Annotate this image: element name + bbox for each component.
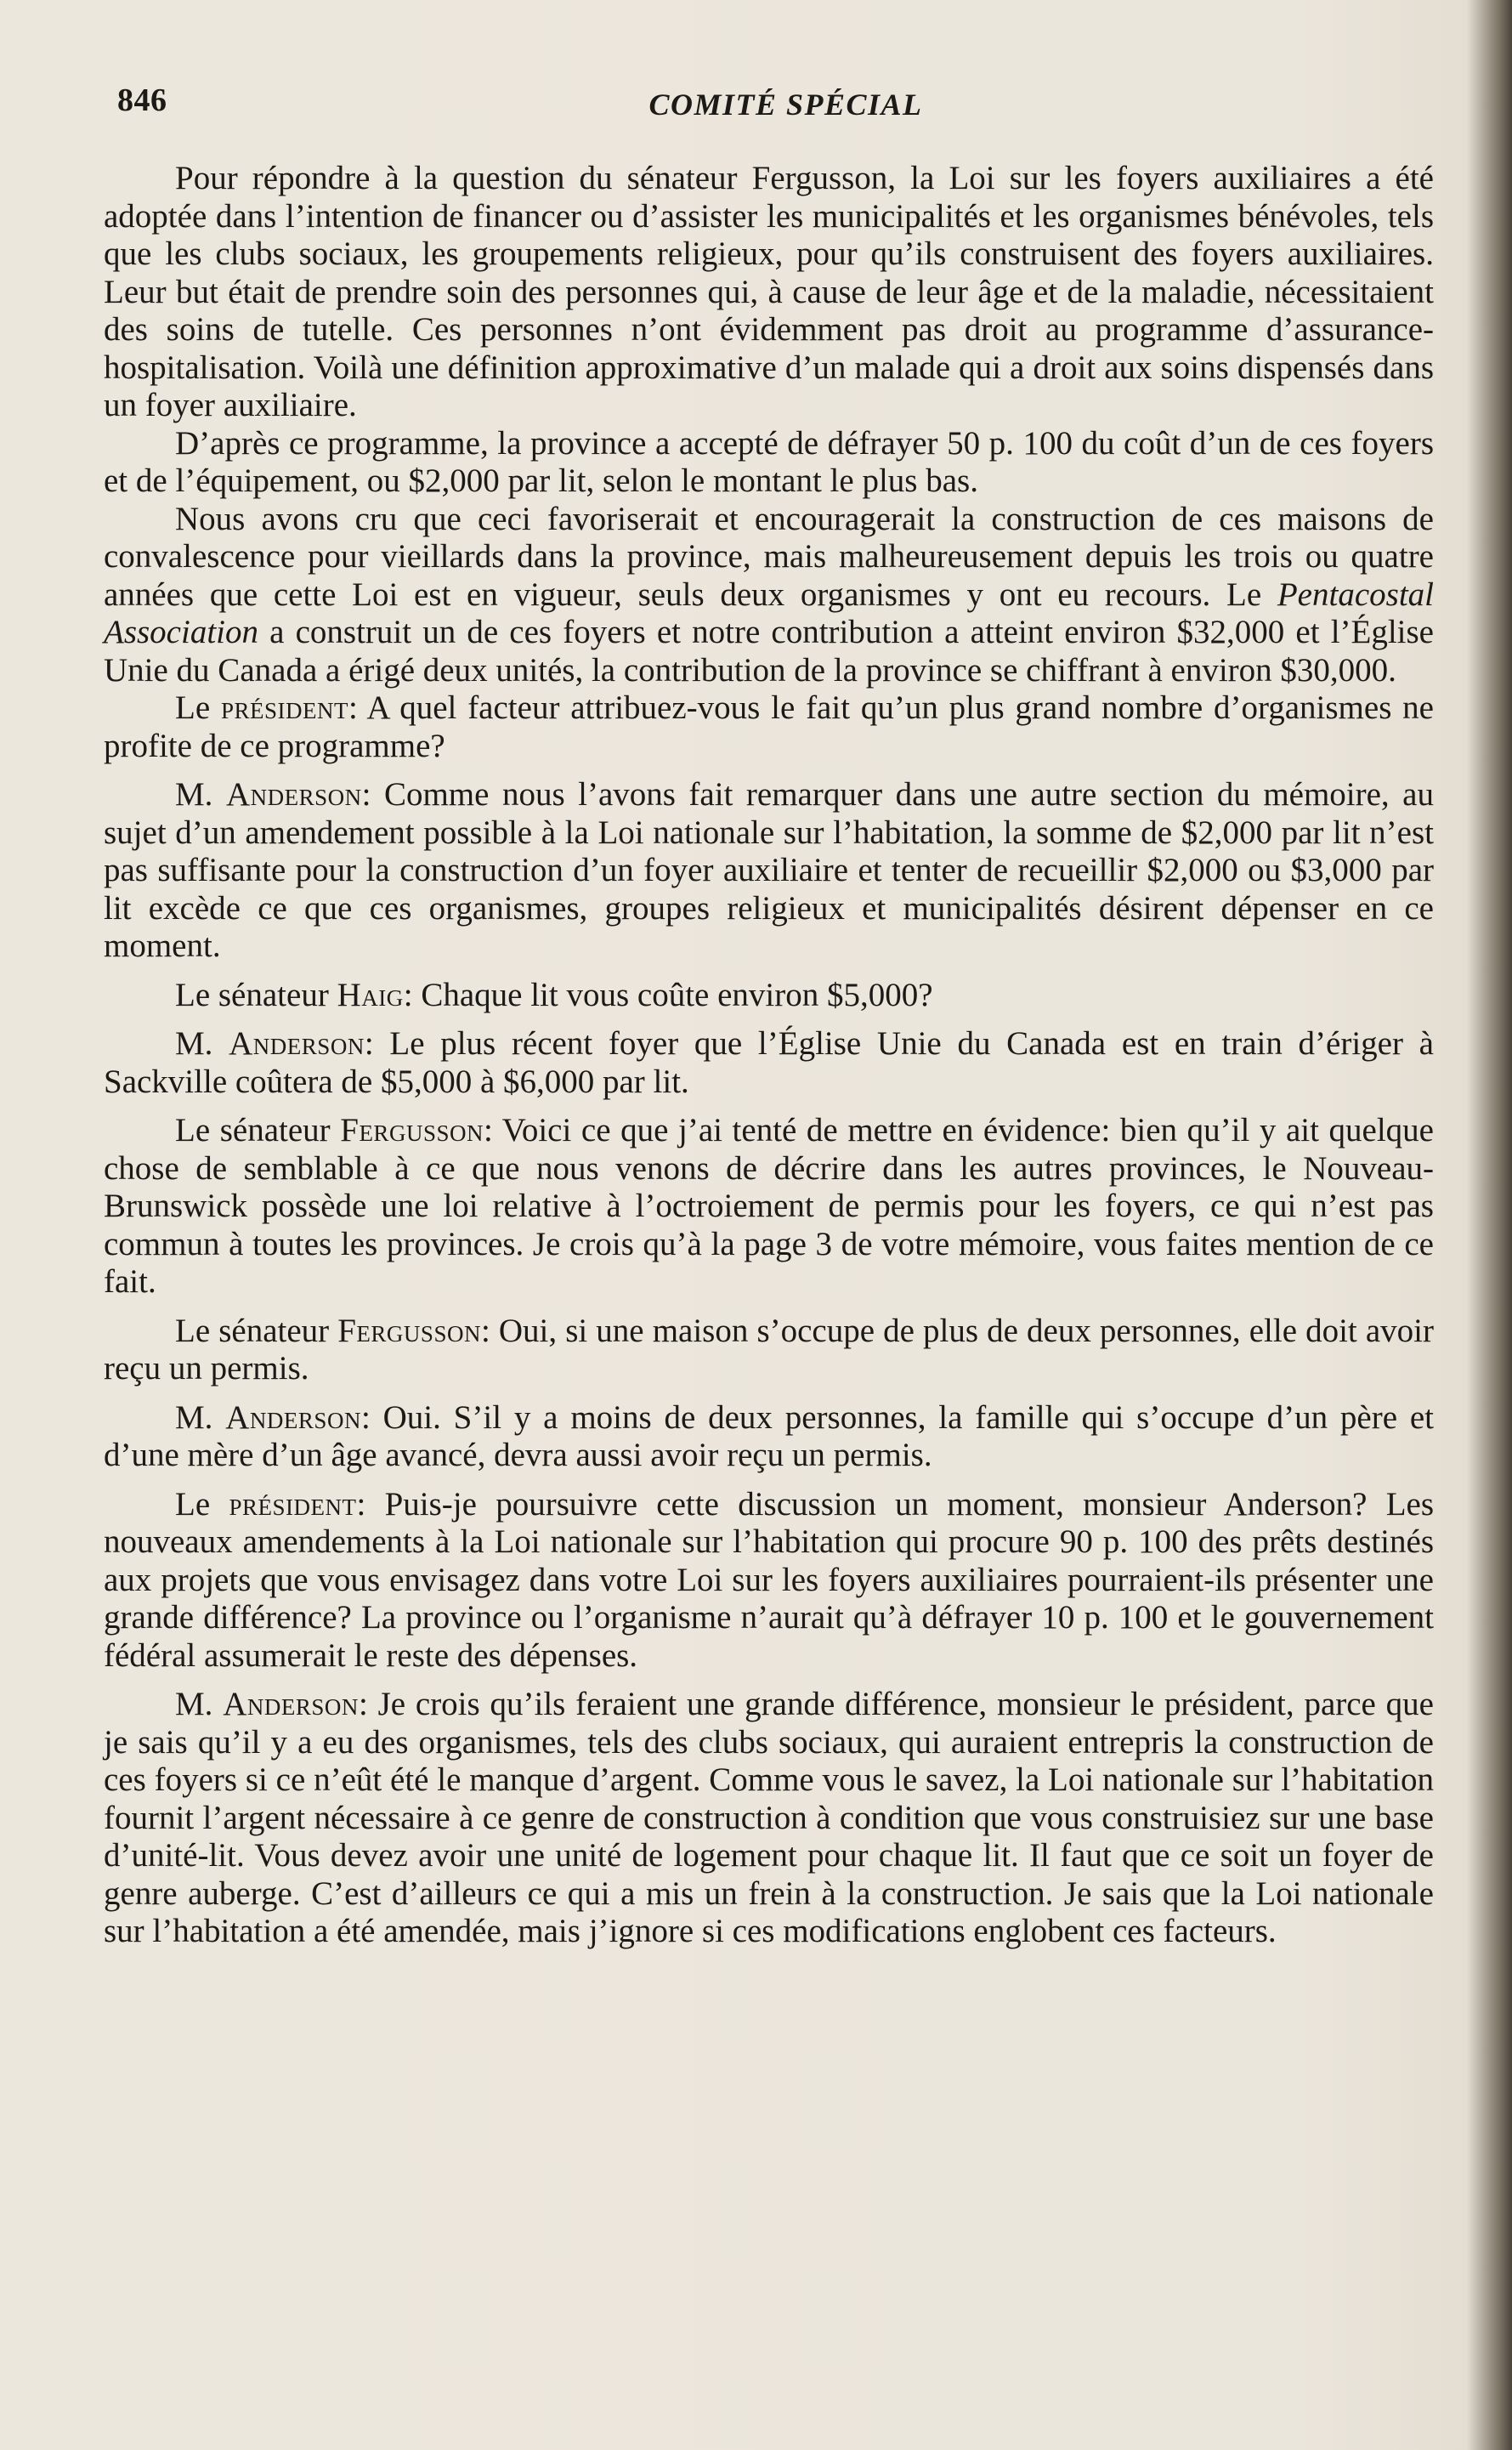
dialogue-paragraph — [104, 776, 1434, 966]
speaker-name: Anderson — [229, 1025, 365, 1062]
speaker-prefix: Le — [175, 1485, 229, 1523]
dialogue-paragraph — [104, 977, 1434, 1015]
page-header — [104, 82, 1434, 131]
speaker-name: Fergusson — [340, 1112, 484, 1148]
dialogue-paragraph — [104, 1313, 1434, 1388]
dialogue-paragraph — [104, 1686, 1434, 1951]
speech-text: : Comme nous l’avons fait remarquer dans une autre section du mémoire, au sujet d’un amendement possible à la Loi nationale sur l’habitation, la somme de $2,000 par lit n’est pas suffisante pour la construction d’un foyer auxiliaire et tenter de recueillir $2,000 ou $3,000 par lit excède ce que ces organismes, groupes religieux et municipalités désirent dépenser en ce moment. — [104, 776, 1434, 964]
paragraph — [104, 501, 1434, 690]
speaker-prefix: Le — [175, 689, 221, 726]
speaker-name: Fergusson — [337, 1312, 481, 1349]
speaker-name: Haig — [337, 976, 404, 1013]
body-text — [104, 160, 1434, 1951]
speaker-prefix: Le sénateur — [175, 1312, 338, 1349]
dialogue-paragraph — [104, 1112, 1434, 1302]
speaker-prefix: M. — [175, 1398, 226, 1436]
speech-text: : Oui. S’il y a moins de deux personnes, la famille qui s’occupe d’un père et d’une mère d’un âge avancé, devra aussi avoir reçu un permis. — [104, 1398, 1434, 1473]
speech-text: : Je crois qu’ils feraient une grande différence, monsieur le président, parce que je sais qu’il y a eu des organismes, tels des clubs sociaux, qui auraient entrepris la construction de ces foyers si ce n’eût été le manque d’argent. Comme vous le savez, la Loi nationale sur l’habitation fournit l’argent nécessaire à ce genre de construction à condition que vous construisiez sur une base d’unité-lit. Vous devez avoir une unité de logement pour chaque lit. Il faut que ce soit un foyer de genre auberge. C’est d’ailleurs ce qui a mis un frein à la construction. Je sais que la Loi nationale sur l’habitation a été amendée, mais j’ignore si ces modifications englobent ces facteurs. — [104, 1686, 1434, 1949]
speaker-prefix: M. — [175, 1686, 224, 1722]
dialogue-paragraph — [104, 1399, 1434, 1475]
paragraph-text: a construit un de ces foyers et notre contribution a atteint environ $32,000 et l’Église Unie du Canada a érigé deux unités, la contribution de la province se chiffrant à environ $30,000. — [104, 614, 1434, 689]
speech-text: : Le plus récent foyer que l’Église Unie du Canada est en train d’ériger à Sackville coûtera de $5,000 à $6,000 par lit. — [104, 1025, 1434, 1100]
page-number: 846 — [117, 82, 167, 118]
speaker-prefix: M. — [175, 1025, 229, 1062]
dialogue-paragraph — [104, 1025, 1434, 1101]
dialogue-paragraph — [104, 689, 1434, 765]
speaker-prefix: Le sénateur — [175, 976, 337, 1013]
paragraph — [104, 160, 1434, 425]
speaker-prefix: Le sénateur — [175, 1112, 341, 1148]
paragraph-text: Pour répondre à la question du sénateur Fergusson, la Loi sur les foyers auxiliaires a été adoptée dans l’intention de financer ou d’assister les municipalités et les organismes bénévoles, tels que les clubs sociaux, les groupements religieux, pour qu’ils construisent des foyers auxiliaires. Leur but était de prendre soin des personnes qui, à cause de leur âge et de la maladie, nécessitaient des soins de tutelle. Ces personnes n’ont évidemment pas droit au programme d’assurance-hospitalisation. Voilà une définition approximative d’un malade qui a droit aux soins dispensés dans un foyer auxiliaire. — [104, 160, 1434, 423]
speech-text: : Puis-je poursuivre cette discussion un moment, monsieur Anderson? Les nouveaux amendements à la Loi nationale sur l’habitation qui procure 90 p. 100 des prêts destinés aux projets que vous envisagez dans votre Loi sur les foyers auxiliaires pourraient-ils présenter une grande différence? La province ou l’organisme n’aurait qu’à défrayer 10 p. 100 et le gouvernement fédéral assumerait le reste des dépenses. — [104, 1485, 1434, 1674]
speaker-name: Anderson — [225, 1398, 361, 1436]
speech-text: : Oui, si une maison s’occupe de plus de deux personnes, elle doit avoir reçu un permis. — [104, 1312, 1434, 1387]
speaker-name: Anderson — [225, 776, 362, 813]
speech-text: : Voici ce que j’ai tenté de mettre en évidence: bien qu’il y ait quelque chose de semblable à ce que nous venons de décrire dans les autres provinces, le Nouveau-Brunswick possède une loi relative à l’octroiement de permis pour les foyers, ce qui n’est pas commun à toutes les provinces. Je crois qu’à la page 3 de votre mémoire, vous faites mention de ce fait. — [104, 1112, 1434, 1300]
running-title: COMITÉ SPÉCIAL — [648, 88, 923, 122]
speaker-prefix: M. — [175, 776, 226, 813]
speech-text: : Chaque lit vous coûte environ $5,000? — [403, 976, 933, 1013]
paragraph-text: D’après ce programme, la province a accepté de défrayer 50 p. 100 du coût d’un de ces foyers et de l’équipement, ou $2,000 par lit, selon le montant le plus bas. — [104, 424, 1434, 499]
italic-organization-name: Pentacostal Association — [104, 576, 1434, 650]
dialogue-paragraph — [104, 1486, 1434, 1676]
paragraph — [104, 425, 1434, 501]
paragraph-text: Nous avons cru que ceci favoriserait et encouragerait la construction de ces maisons de convalescence pour vieillards dans la province, mais malheureusement depuis les trois ou quatre années que cette Loi est en vigueur, seuls deux organismes y ont eu recours. Le — [104, 500, 1434, 613]
speech-text: : A quel facteur attribuez-vous le fait qu’un plus grand nombre d’organismes ne profite de ce programme? — [104, 689, 1434, 764]
speaker-name: président — [220, 689, 348, 726]
speaker-name: Anderson — [223, 1686, 359, 1722]
speaker-name: président — [229, 1485, 357, 1523]
